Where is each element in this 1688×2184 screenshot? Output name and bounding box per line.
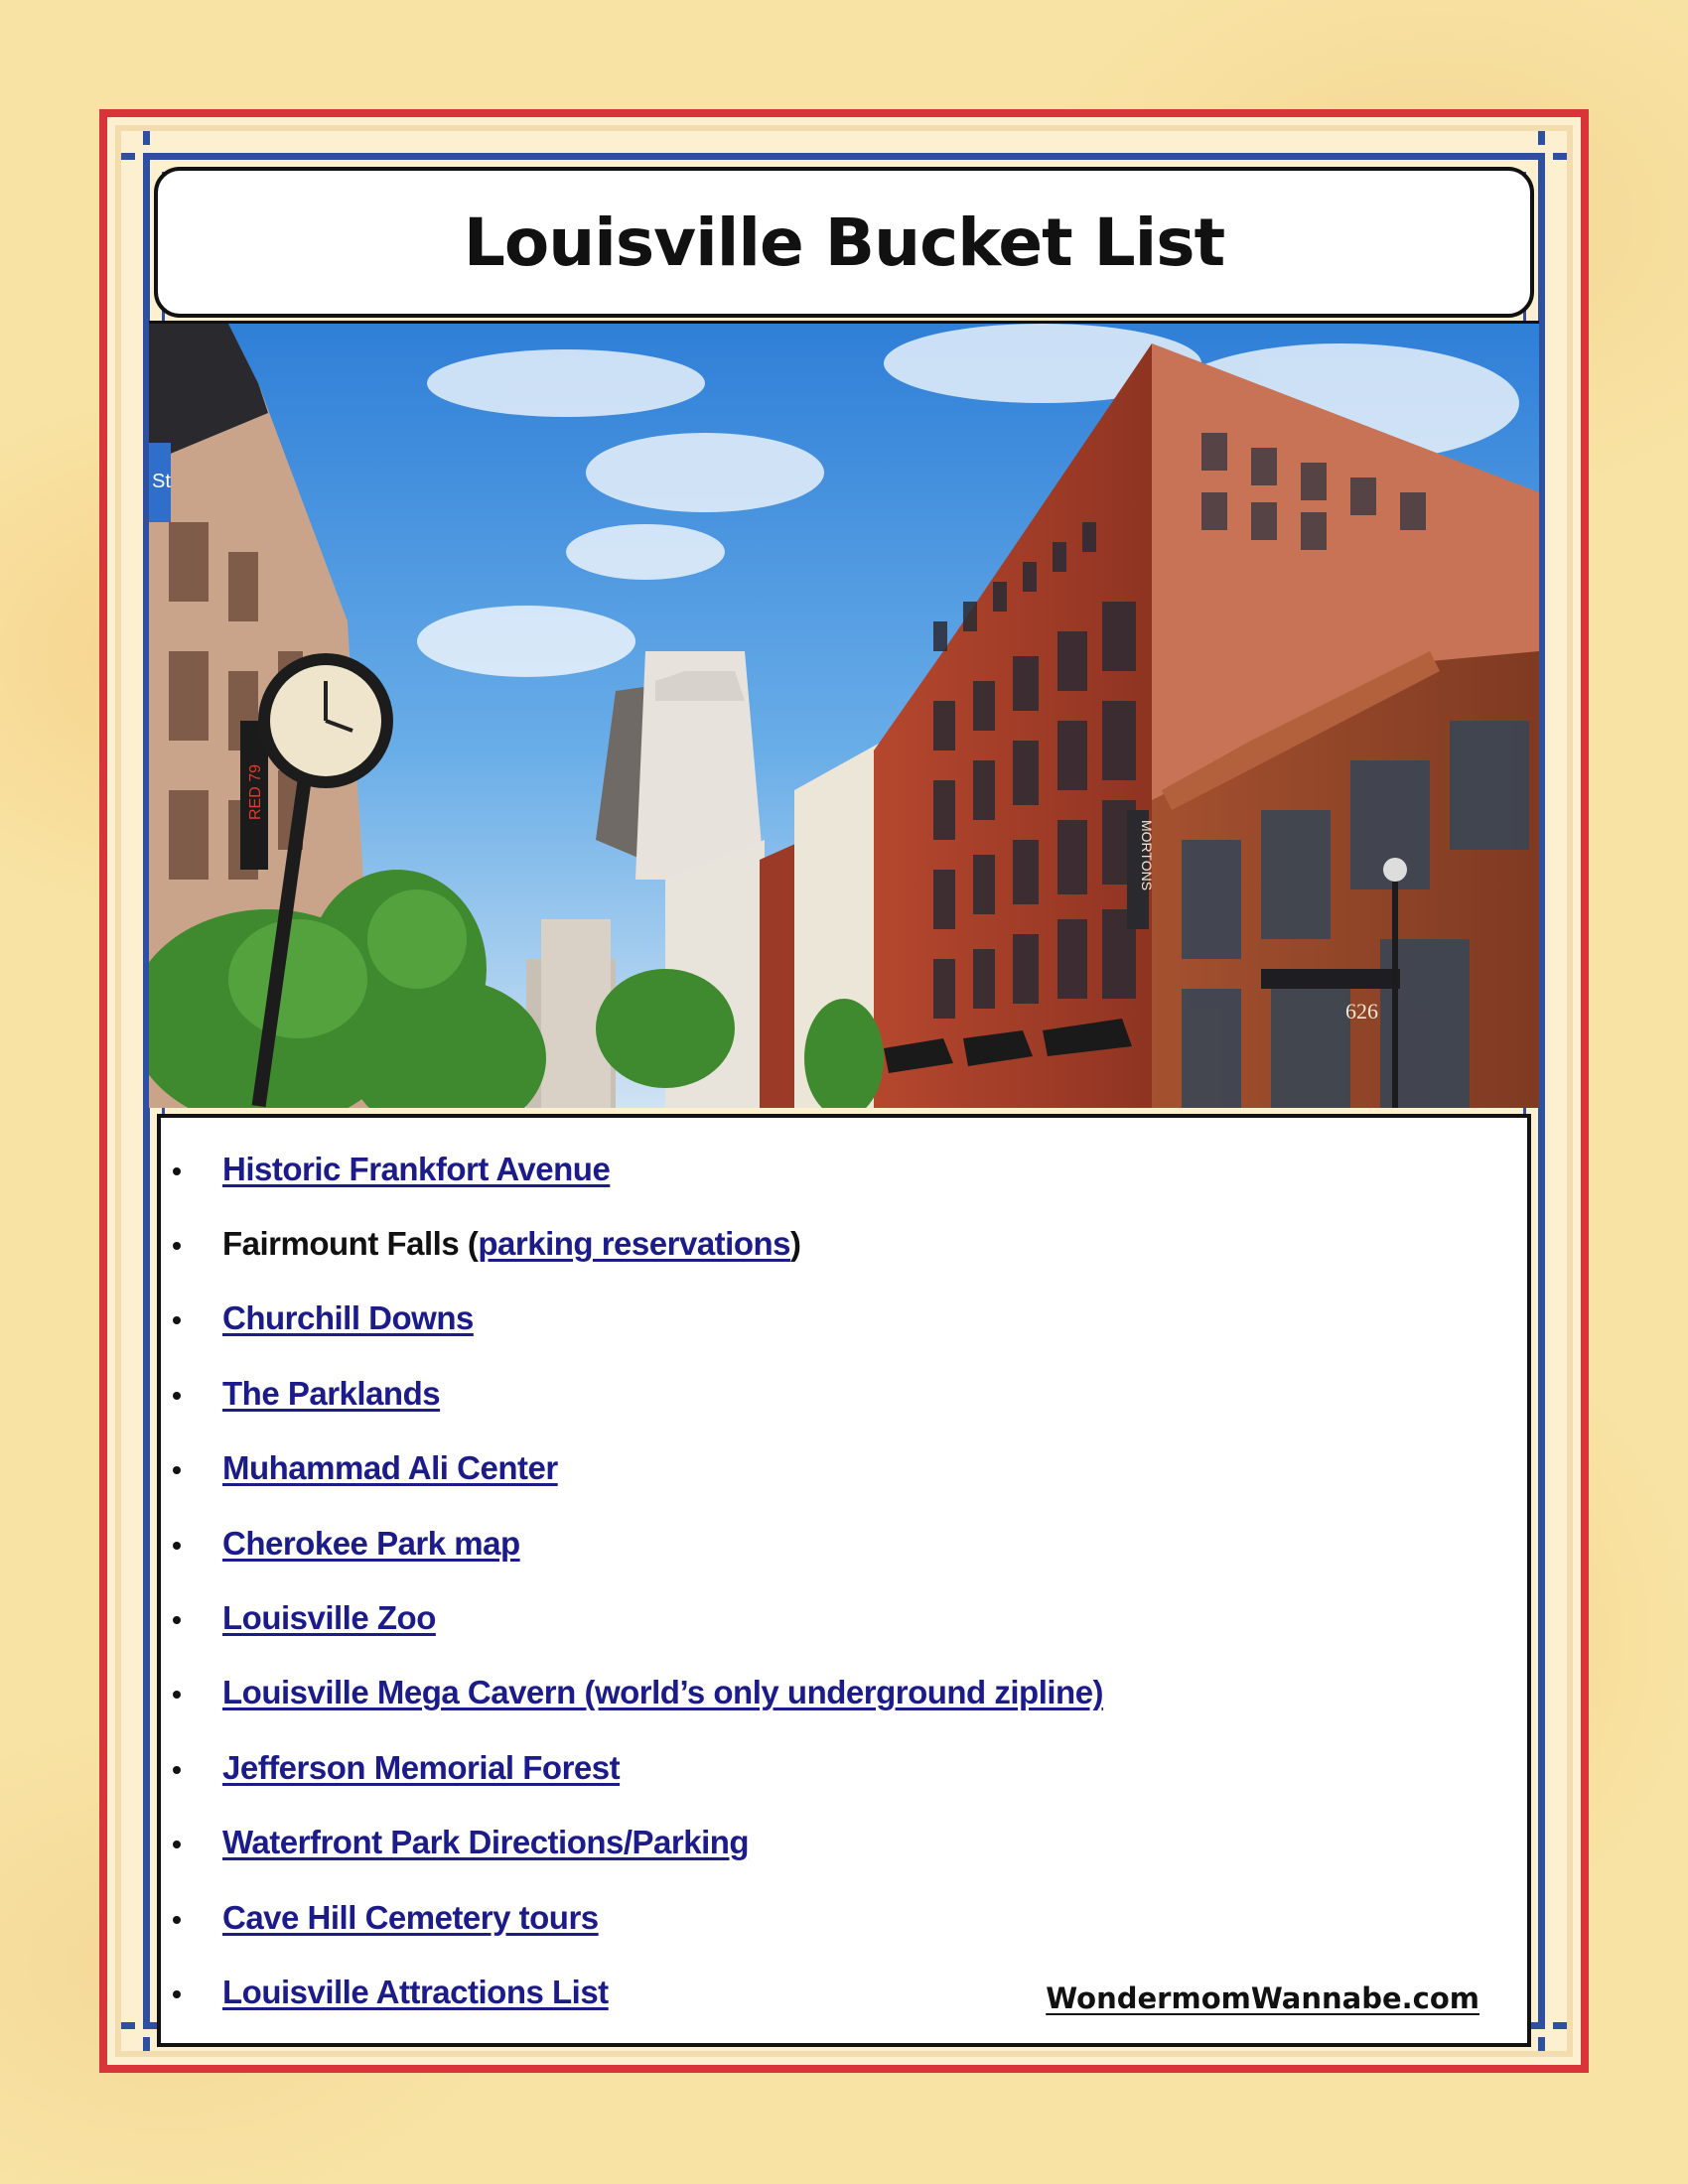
corner-dash: [1538, 2037, 1545, 2051]
list-item-link[interactable]: Louisville Zoo: [222, 1599, 436, 1637]
bullet-icon: [173, 1167, 181, 1175]
vertical-sign-text: RED 79: [247, 763, 264, 820]
list-item-link[interactable]: Louisville Mega Cavern (world’s only underground zipline): [222, 1674, 1104, 1711]
bullet-icon: [173, 1392, 181, 1400]
building-number: 626: [1345, 999, 1378, 1024]
list-item-link[interactable]: Muhammad Ali Center: [222, 1449, 558, 1487]
bullet-icon: [173, 1242, 181, 1250]
bullet-icon: [173, 1766, 181, 1774]
mortons-sign-text: MORTONS: [1139, 820, 1155, 891]
louisville-street-photo: [149, 321, 1539, 1108]
corner-dash: [143, 2037, 150, 2051]
list-item-link[interactable]: Cherokee Park map: [222, 1524, 520, 1562]
list-item: [161, 1730, 1527, 1805]
list-item-link[interactable]: Louisville Attractions List: [222, 1973, 609, 2010]
list-item: [161, 1282, 1527, 1356]
bullet-icon: [173, 1990, 181, 1998]
list-item: [161, 1132, 1527, 1206]
footer-site-link[interactable]: WondermomWannabe.com: [1046, 1981, 1479, 2015]
list-item: [161, 1806, 1527, 1880]
list-item-link[interactable]: Cave Hill Cemetery tours: [222, 1898, 599, 1936]
list-item-text: ): [790, 1225, 801, 1263]
corner-dash: [121, 2022, 135, 2029]
bullet-icon: [173, 1841, 181, 1848]
title-banner: [154, 167, 1534, 318]
list-item: [161, 1580, 1527, 1655]
bullet-icon: [173, 1542, 181, 1550]
list-item: [161, 1880, 1527, 1955]
list-item: [161, 1206, 1527, 1281]
list-item: [161, 1506, 1527, 1580]
bullet-icon: [173, 1916, 181, 1924]
bullet-icon: [173, 1616, 181, 1624]
bucket-list: [161, 1118, 1527, 2030]
bullet-icon: [173, 1316, 181, 1324]
corner-dash: [143, 131, 150, 145]
list-item-link[interactable]: Jefferson Memorial Forest: [222, 1748, 621, 1786]
street-sign-text: St: [152, 471, 171, 492]
list-item: [161, 1432, 1527, 1506]
corner-dash: [121, 153, 135, 160]
list-item-link[interactable]: The Parklands: [222, 1374, 441, 1412]
list-item-link[interactable]: Churchill Downs: [222, 1299, 474, 1337]
list-item: [161, 1356, 1527, 1431]
list-item-link[interactable]: Historic Frankfort Avenue: [222, 1150, 611, 1187]
bullet-icon: [173, 1466, 181, 1474]
corner-dash: [1553, 2022, 1567, 2029]
list-item: [161, 1656, 1527, 1730]
page-title: Louisville Bucket List: [463, 204, 1225, 281]
list-item-link[interactable]: parking reservations: [478, 1225, 790, 1263]
bullet-icon: [173, 1691, 181, 1699]
corner-dash: [1553, 153, 1567, 160]
bucket-list-box: [157, 1114, 1531, 2047]
list-item-text: Fairmount Falls (: [222, 1225, 479, 1263]
list-item-link[interactable]: Waterfront Park Directions/Parking: [222, 1824, 750, 1861]
corner-dash: [1538, 131, 1545, 145]
